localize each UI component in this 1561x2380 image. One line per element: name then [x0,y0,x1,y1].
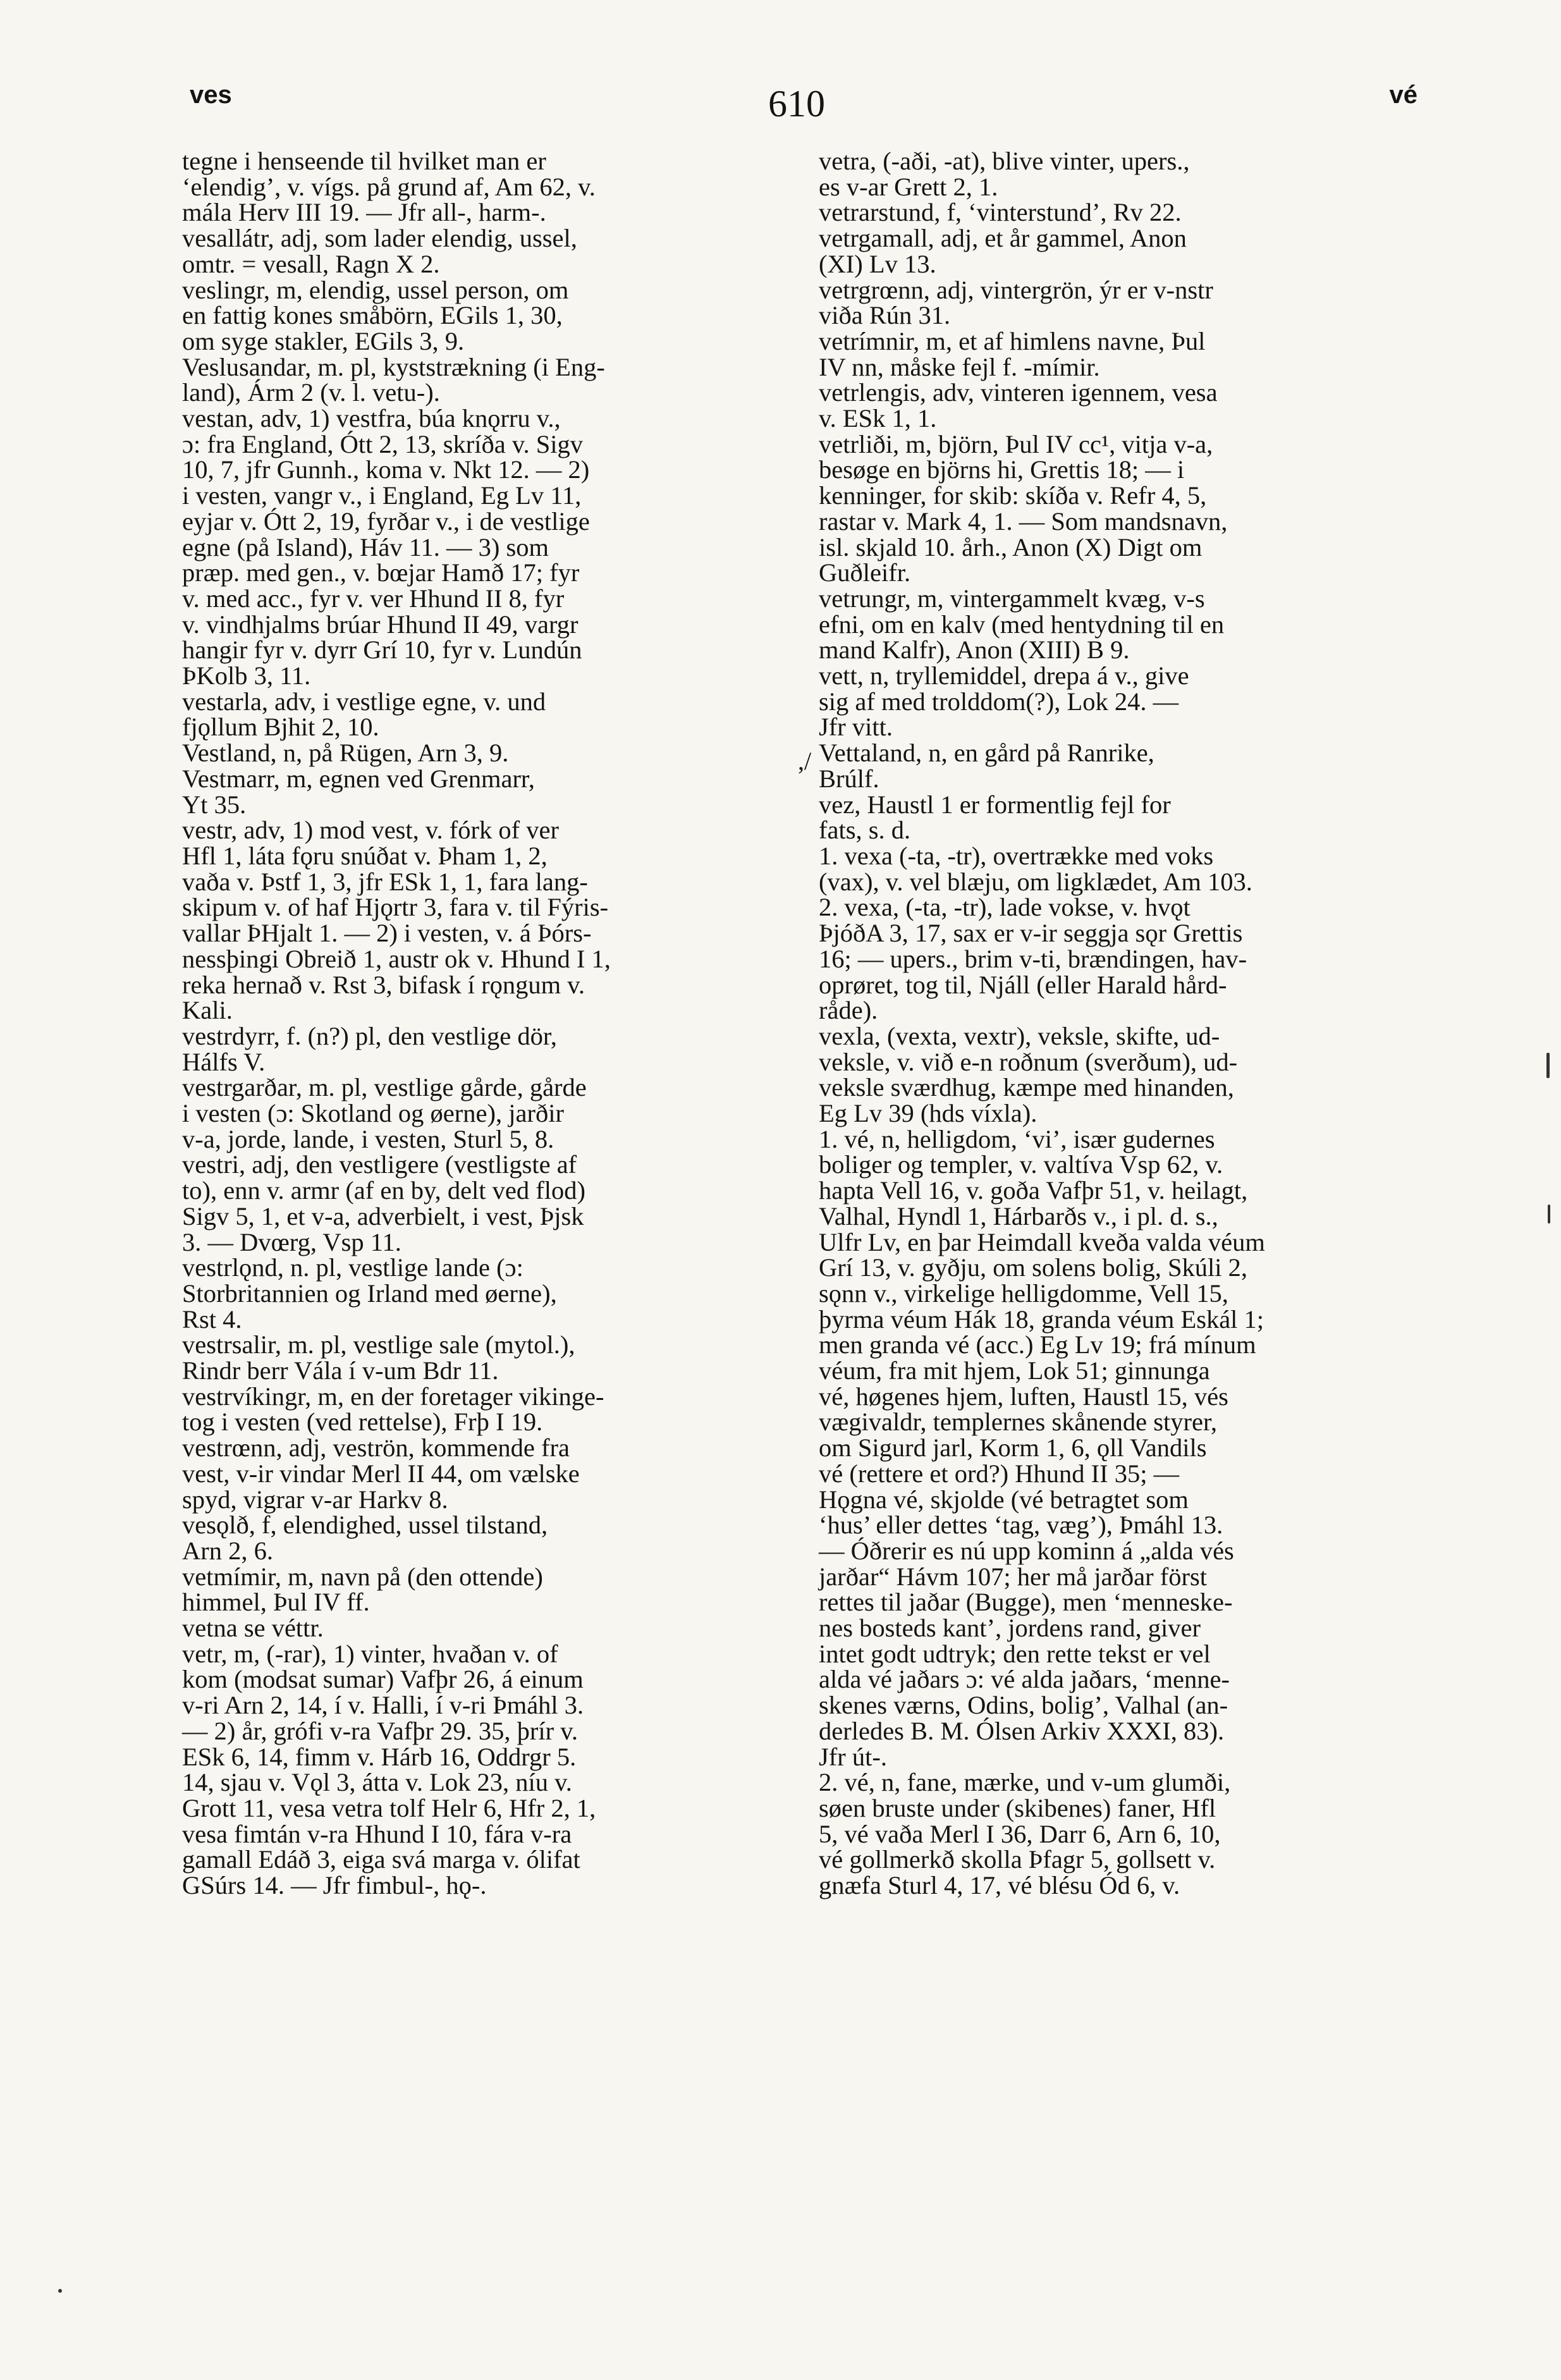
text-line: 16; — upers., brim v-ti, brændingen, hav- [819,944,1247,973]
text-line: 1. vé, n, helligdom, ‘vi’, især gudernes [819,1124,1215,1153]
text-line: GSúrs 14. — Jfr fimbul-, hǫ-. [182,1871,487,1900]
text-line: ɔ: fra England, Ótt 2, 13, skríða v. Sigv [182,429,584,458]
text-line: Veslusandar, m. pl, kyststrækning (i Eng- [182,352,605,381]
text-line: 2. vé, n, fane, mærke, und v-um glumði, [819,1768,1231,1797]
text-line: 2. vexa, (-ta, -tr), lade vokse, v. hvǫt [819,893,1191,922]
text-line: vestrvíkingr, m, en der foretager vikinge- [182,1382,604,1411]
text-line: vetmímir, m, navn på (den ottende) [182,1562,543,1591]
text-line: Eg Lv 39 (hds víxla). [819,1099,1038,1128]
text-line: mála Herv III 19. — Jfr all-, harm-. [182,198,546,227]
text-line: kom (modsat sumar) Vafþr 26, á einum [182,1665,584,1694]
text-line: þyrma véum Hák 18, granda véum Eskál 1; [819,1304,1264,1334]
text-line: (XI) Lv 13. [819,249,936,278]
text-line: Grott 11, vesa vetra tolf Helr 6, Hfr 2, 1, [182,1794,596,1822]
text-line: vesa fimtán v-ra Hhund I 10, fára v-ra [182,1819,572,1848]
text-line: 5, vé vaða Merl I 36, Darr 6, Arn 6, 10, [819,1819,1221,1848]
text-line: himmel, Þul IV ff. [182,1588,370,1617]
text-line: Guðleifr. [819,558,911,587]
text-line: spyd, vigrar v-ar Harkv 8. [182,1485,448,1514]
text-line: vetrarstund, f, ‘vinterstund’, Rv 22. [819,198,1182,227]
text-line: sig af med trolddom(?), Lok 24. — [819,687,1179,716]
text-line: gamall Edáð 3, eiga svá marga v. ólifat [182,1845,580,1874]
text-line: v. ESk 1, 1. [819,404,937,433]
text-line: i vesten, vangr v., i England, Eg Lv 11, [182,481,582,510]
text-line: Vestland, n, på Rügen, Arn 3, 9. [182,739,509,768]
text-line: vetrgamall, adj, et år gammel, Anon [819,224,1187,253]
text-line: om Sigurd jarl, Korm 1, 6, ǫll Vandils [819,1433,1207,1463]
text-line: viða Rún 31. [819,301,951,330]
text-line: Jfr vitt. [819,713,893,742]
text-line: vallar ÞHjalt 1. — 2) i vesten, v. á Þórs- [182,919,592,948]
text-line: Jfr út-. [819,1742,887,1771]
text-line: vetrímnir, m, et af himlens navne, Þul [819,326,1206,355]
scan-speck [1546,1053,1550,1078]
text-line: es v-ar Grett 2, 1. [819,172,998,201]
text-line: vestan, adv, 1) vestfra, búa knǫrru v., [182,404,561,433]
text-line: ‘elendig’, v. vígs. på grund af, Am 62, v. [182,172,596,201]
text-line: ÞKolb 3, 11. [182,661,311,690]
text-line: vestri, adj, den vestligere (vestligste af [182,1150,577,1179]
text-line: vetrungr, m, vintergammelt kvæg, v-s [819,584,1205,613]
text-line: v. med acc., fyr v. ver Hhund II 8, fyr [182,584,565,613]
text-line: vetrliði, m, björn, Þul IV cc¹, vitja v-a, [819,429,1213,458]
text-line: rastar v. Mark 4, 1. — Som mandsnavn, [819,506,1228,536]
text-line: tog i vesten (ved rettelse), Frþ I 19. [182,1408,543,1437]
text-line: vetrgrœnn, adj, vintergrön, ýr er v-nstr [819,275,1213,304]
text-line: jarðar“ Hávm 107; her må jarðar först [819,1562,1207,1591]
text-line: derledes B. M. Ólsen Arkiv XXXI, 83). [819,1716,1225,1745]
text-line: vaða v. Þstf 1, 3, jfr ESk 1, 1, fara lang- [182,867,588,896]
text-line: hapta Vell 16, v. goða Vafþr 51, v. heilagt, [819,1176,1248,1205]
scan-speck [1548,1205,1550,1224]
text-line: — Óðrerir es nú upp kominn á „alda vés [819,1536,1234,1565]
text-line: véum, fra mit hjem, Lok 51; ginnunga [819,1356,1210,1385]
text-line: IV nn, måske fejl f. -mímir. [819,352,1100,381]
text-line: (vax), v. vel blæju, om ligklædet, Am 103. [819,867,1252,896]
text-line: gnæfa Sturl 4, 17, vé blésu Ód 6, v. [819,1871,1180,1900]
text-line: vest, v-ir vindar Merl II 44, om vælske [182,1459,580,1488]
text-line: oprøret, tog til, Njáll (eller Harald hård- [819,970,1227,999]
text-line: skenes værns, Odins, bolig’, Valhal (an- [819,1691,1228,1720]
text-line: 10, 7, jfr Gunnh., koma v. Nkt 12. — 2) [182,455,590,484]
text-line: vestrgarðar, m. pl, vestlige gårde, gårde [182,1073,587,1102]
text-line: vé (rettere et ord?) Hhund II 35; — [819,1459,1180,1488]
text-line: veksle sværdhug, kæmpe med hinanden, [819,1073,1234,1102]
text-line: søen bruste under (skibenes) faner, Hfl [819,1794,1216,1822]
text-line: ‘hus’ eller dettes ‘tag, væg’), Þmáhl 13. [819,1511,1223,1540]
text-line: fjǫllum Bjhit 2, 10. [182,713,379,742]
text-line: — 2) år, grófi v-ra Vafþr 29. 35, þrír v. [182,1716,578,1745]
text-line: to), enn v. armr (af en by, delt ved flod) [182,1176,586,1205]
text-line: vestr, adv, 1) mod vest, v. fórk of ver [182,816,559,845]
right-column [819,149,1451,1899]
text-line: vestrdyrr, f. (n?) pl, den vestlige dör, [182,1021,557,1050]
text-line: boliger og templer, v. valtíva Vsp 62, v. [819,1150,1223,1179]
text-line: præp. med gen., v. bœjar Hamð 17; fyr [182,558,580,587]
text-line: Hfl 1, láta fǫru snúðat v. Þham 1, 2, [182,841,548,870]
text-line: vé, høgenes hjem, luften, Haustl 15, vés [819,1382,1228,1411]
text-line: Kali. [182,996,233,1025]
running-head-left: ves [190,81,232,109]
text-line: i vesten (ɔ: Skotland og øerne), jarðir [182,1099,564,1128]
text-line: ESk 6, 14, fimm v. Hárb 16, Oddrgr 5. [182,1742,577,1771]
text-line: kenninger, for skib: skíða v. Refr 4, 5, [819,481,1207,510]
text-line: 14, sjau v. Vǫl 3, átta v. Lok 23, níu v. [182,1768,572,1797]
text-line: veksle, v. við e-n roðnum (sverðum), ud- [819,1047,1238,1076]
text-line: land), Árm 2 (v. l. vetu-). [182,378,440,407]
text-line: vetrlengis, adv, vinteren igennem, vesa [819,378,1218,407]
text-line: vett, n, tryllemiddel, drepa á v., give [819,661,1189,690]
text-line: Vestmarr, m, egnen ved Grenmarr, [182,764,535,793]
text-line: vé gollmerkð skolla Þfagr 5, gollsett v. [819,1845,1216,1874]
text-line: vetna se véttr. [182,1614,324,1643]
text-line: vexla, (vexta, vextr), veksle, skifte, ud- [819,1021,1220,1050]
text-line: hangir fyr v. dyrr Grí 10, fyr v. Lundún [182,635,582,665]
text-line: mand Kalfr), Anon (XIII) B 9. [819,635,1130,665]
text-line: Rst 4. [182,1304,242,1334]
text-line: råde). [819,996,878,1025]
text-line: v. vindhjalms brúar Hhund II 49, vargr [182,610,578,639]
text-line: vægivaldr, templernes skånende styrer, [819,1408,1217,1437]
text-line: vestrsalir, m. pl, vestlige sale (mytol.), [182,1330,575,1359]
text-line: 1. vexa (-ta, -tr), overtrække med voks [819,841,1214,870]
margin-mark: ,/ [798,747,812,775]
text-line: besøge en björns hi, Grettis 18; — i [819,455,1185,484]
text-line: Grí 13, v. gyðju, om solens bolig, Skúli 2, [819,1253,1248,1282]
text-line: vestarla, adv, i vestlige egne, v. und [182,687,546,716]
text-line: Storbritannien og Irland med øerne), [182,1279,557,1308]
text-line: vez, Haustl 1 er formentlig fejl for [819,790,1171,819]
text-line: Hálfs V. [182,1047,266,1076]
left-column [182,149,814,1899]
text-line: ÞjóðA 3, 17, sax er v-ir seggja sǫr Grettis [819,919,1243,948]
text-line: om syge stakler, EGils 3, 9. [182,326,465,355]
text-line: vesallátr, adj, som lader elendig, ussel, [182,224,577,253]
text-line: fats, s. d. [819,816,911,845]
scan-speck [58,2289,62,2293]
text-line: tegne i henseende til hvilket man er [182,147,546,175]
text-line: vetr, m, (-rar), 1) vinter, hvaðan v. of [182,1639,558,1668]
text-line: eyjar v. Ótt 2, 19, fyrðar v., i de vestlige [182,506,590,536]
text-line: Hǫgna vé, skjolde (vé betragtet som [819,1485,1189,1514]
text-line: men granda vé (acc.) Eg Lv 19; frá mínum [819,1330,1256,1359]
text-line: vesǫlð, f, elendighed, ussel tilstand, [182,1511,548,1540]
running-head-right: vé [1389,81,1417,109]
text-line: Yt 35. [182,790,247,819]
text-line: sǫnn v., virkelige helligdomme, Vell 15, [819,1279,1228,1308]
text-line: reka hernað v. Rst 3, bifask í rǫngum v. [182,970,585,999]
text-line: vestrlǫnd, n. pl, vestlige lande (ɔ: [182,1253,523,1282]
text-line: Arn 2, 6. [182,1536,273,1565]
text-line: v-ri Arn 2, 14, í v. Halli, í v-ri Þmáhl 3. [182,1691,584,1720]
text-line: isl. skjald 10. årh., Anon (X) Digt om [819,532,1203,561]
page-number: 610 [768,83,825,125]
text-line: omtr. = vesall, Ragn X 2. [182,249,440,278]
text-line: intet godt udtryk; den rette tekst er vel [819,1639,1211,1668]
text-line: egne (på Island), Háv 11. — 3) som [182,532,549,561]
text-line: v-a, jorde, lande, i vesten, Sturl 5, 8. [182,1124,554,1153]
text-line: vestrœnn, adj, veströn, kommende fra [182,1433,570,1463]
text-line: Sigv 5, 1, et v-a, adverbielt, i vest, Þjsk [182,1201,584,1230]
text-line: en fattig kones småbörn, EGils 1, 30, [182,301,563,330]
text-line: Brúlf. [819,764,879,793]
text-line: vetra, (-aði, -at), blive vinter, upers., [819,147,1190,175]
text-line: nes bosteds kant’, jordens rand, giver [819,1614,1201,1643]
text-line: efni, om en kalv (med hentydning til en [819,610,1225,639]
text-line: Vettaland, n, en gård på Ranrike, [819,739,1154,768]
text-line: veslingr, m, elendig, ussel person, om [182,275,569,304]
text-line: Rindr berr Vála í v-um Bdr 11. [182,1356,499,1385]
text-line: rettes til jaðar (Bugge), men ‘menneske- [819,1588,1233,1617]
text-line: 3. — Dvœrg, Vsp 11. [182,1227,401,1256]
text-line: nessþingi Obreið 1, austr ok v. Hhund I 1, [182,944,611,973]
text-line: alda vé jaðars ɔ: vé alda jaðars, ‘menne- [819,1665,1230,1694]
text-line: Valhal, Hyndl 1, Hárbarðs v., i pl. d. s., [819,1201,1218,1230]
text-line: skipum v. of haf Hjǫrtr 3, fara v. til Fýris- [182,893,609,922]
text-line: Ulfr Lv, en þar Heimdall kveða valda véum [819,1227,1265,1256]
